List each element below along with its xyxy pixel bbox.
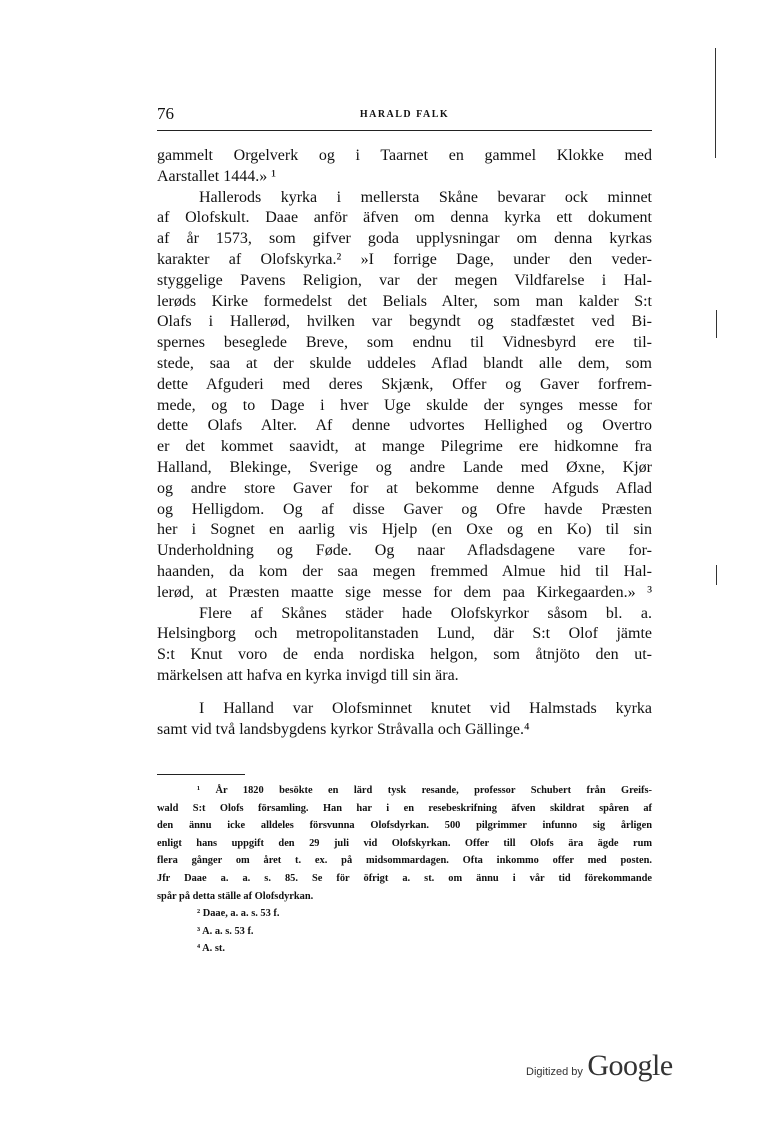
text-line: mede, og to Dage i hver Uge skulde der synges messe for — [157, 396, 652, 414]
footnote-line: wald S:t Olofs församling. Han har i en resebeskrifning äfven skildrat spåren af — [157, 802, 652, 814]
text-line: samt vid två landsbygdens kyrkor Stråvalla och Gällinge.⁴ — [157, 720, 530, 738]
footnote-line: spår på detta ställe af Olofsdyrkan. — [157, 890, 314, 902]
google-watermark — [526, 1049, 673, 1083]
text-line: og Helligdom. Og af disse Gaver og Ofre havde Præsten — [157, 500, 652, 518]
google-logo: Google — [587, 1049, 673, 1082]
running-head: HARALD FALK — [359, 109, 450, 120]
text-line: märkelsen att hafva en kyrka invigd till sin ära. — [157, 666, 459, 684]
text-line: karakter af Olofskyrka.² »I forrige Dage, under den veder- — [157, 250, 652, 268]
text-line: dette Olafs Alter. Af denne udvortes Hellighed og Overtro — [157, 417, 652, 435]
footnote-line: enligt hans uppgift den 29 juli vid Olofskyrkan. Offer till Olofs ära ägde rum — [157, 837, 652, 849]
text-line: lerød, at Præsten maatte sige messe for dem paa Kirkegaarden.» ³ — [157, 583, 652, 601]
text-line: Flere af Skånes städer hade Olofskyrkor såsom bl. a. — [199, 604, 652, 622]
text-line: Hallerods kyrka i mellersta Skåne bevarar ock minnet — [199, 188, 652, 206]
text-line: af Olofskult. Daae anför äfven om denna kyrka ett dokument — [157, 209, 652, 227]
margin-mark-upper — [715, 136, 716, 158]
main-text — [157, 146, 652, 740]
paragraph-gap — [157, 687, 652, 699]
footnote-line: flera gånger om året t. ex. på midsommardagen. Ofta inkommo offer med posten. — [157, 855, 652, 867]
footnote-rule — [157, 774, 245, 775]
text-line: og andre store Gaver for at bekomme denne Afguds Aflad — [157, 479, 652, 497]
text-line: styggelige Pavens Religion, var der megen Vildfarelse i Hal- — [157, 271, 652, 289]
text-line: gammelt Orgelverk og i Taarnet en gammel Klokke med — [157, 147, 652, 164]
page-header — [157, 100, 652, 126]
footnote-line: den ännu icke alldeles försvunna Olofsdyrkan. 500 pilgrimmer infunno sig årligen — [157, 820, 652, 832]
footnote-line: ⁴ A. st. — [197, 943, 225, 955]
text-line: Halland, Blekinge, Sverige og andre Lande med Øxne, Kjør — [157, 458, 652, 476]
text-line: S:t Knut voro de enda nordiska helgon, som åtnjöto den ut- — [157, 646, 652, 664]
header-rule — [157, 130, 652, 131]
page-number: 76 — [157, 104, 174, 123]
text-line: Underholdning og Føde. Og naar Afladsdagene vare for- — [157, 542, 652, 560]
margin-mark-middle — [716, 310, 717, 338]
text-line: Helsingborg och metropolitanstaden Lund, där S:t Olof jämte — [157, 625, 652, 643]
watermark-prefix: Digitized by — [526, 1066, 583, 1078]
text-line: haanden, da kom der saa megen fremmed Almue hid til Hal- — [157, 562, 652, 580]
text-line: lerøds Kirke formedelst det Belials Alter, som man kalder S:t — [157, 292, 652, 310]
text-line: er det kommet saavidt, at mange Pilegrime ere hidkomne fra — [157, 438, 652, 456]
text-line: I Halland var Olofsminnet knutet vid Halmstads kyrka — [199, 699, 652, 717]
text-line: af år 1573, som gifver goda upplysningar om denna kyrkas — [157, 230, 652, 248]
text-line: Olafs i Hallerød, hvilken var begyndt og stadfæstet ved Bi- — [157, 313, 652, 331]
text-line: stede, saa at der skulde uddeles Aflad blandt alle dem, som — [157, 354, 652, 372]
book-page — [157, 100, 652, 955]
text-line: spernes beseglede Breve, som endnu til Vidnesbyrd ere til- — [157, 334, 652, 352]
footnotes — [157, 782, 652, 958]
footnote-line: ¹ År 1820 besökte en lärd tysk resande, professor Schubert från Greifs- — [197, 785, 652, 796]
footnote-line: Jfr Daae a. a. s. 85. Se för öfrigt a. st. om ännu i vår tid förekommande — [157, 872, 652, 884]
text-line: her i Sognet en aarlig vis Hjelp (en Oxe og en Ko) til sin — [157, 521, 652, 539]
footnote-line: ² Daae, a. a. s. 53 f. — [197, 908, 280, 920]
footnote-line: ³ A. a. s. 53 f. — [197, 925, 254, 937]
margin-mark-lower — [716, 565, 717, 585]
margin-mark-top — [715, 48, 716, 136]
text-line: dette Afguderi med deres Skjænk, Offer og Gaver forfrem- — [157, 375, 652, 393]
text-line: Aarstallet 1444.» ¹ — [157, 167, 276, 185]
